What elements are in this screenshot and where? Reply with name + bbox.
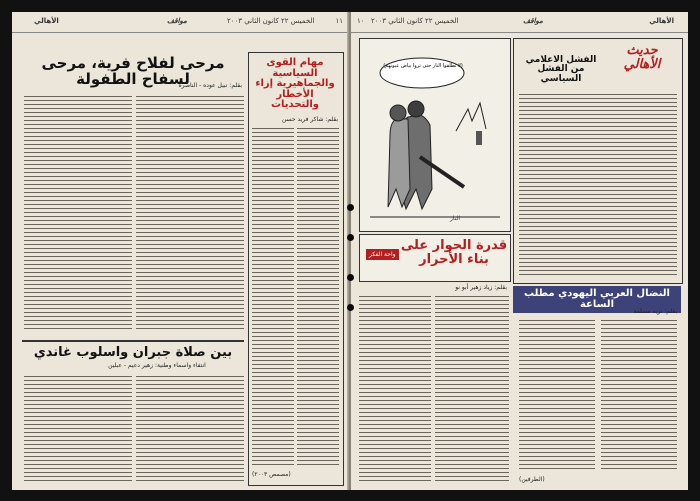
right-page-number: ١٠ — [357, 17, 365, 25]
article-main-col-2 — [136, 94, 244, 330]
column-headline: الفشل الاعلامي من الفشل السياسي — [525, 55, 597, 84]
article-bottom-col-1 — [24, 374, 132, 482]
binder-hole — [347, 304, 354, 311]
right-logo: الأهالي — [649, 17, 674, 25]
column-body — [519, 92, 677, 278]
article-dialogue-kicker: واحة الفكر — [366, 249, 399, 260]
cartoon-caption: النار — [450, 215, 461, 222]
article-dialogue-col-1 — [359, 294, 431, 484]
article-dialogue-col-2 — [435, 294, 509, 484]
article-main-col-1 — [24, 94, 132, 330]
article-bottom-headline: بين صلاة جبران واسلوب غاندي — [22, 340, 244, 360]
left-page — [12, 12, 349, 490]
article-main-byline: بقلم: نبيل عوده - الناصرة — [178, 82, 242, 89]
article-dialogue-headline-box — [359, 234, 511, 282]
article-side-footer: (مصمص ٢٠٠٣) — [252, 471, 291, 478]
article-struggle-col-2 — [601, 318, 677, 472]
article-struggle-byline: بقلم: نزيه مسلمة — [633, 308, 677, 315]
binder-hole — [347, 274, 354, 281]
article-struggle-col-1 — [519, 318, 595, 472]
binder-hole — [347, 234, 354, 241]
article-struggle-footer: (الطرفين) — [519, 476, 545, 483]
cartoon-speech: (لا تطلقوا النار حتى تروا بياض عيونهم) — [383, 63, 463, 69]
right-section-title: مواقف — [523, 17, 543, 25]
column-title: حديث الأهالي — [623, 43, 661, 72]
article-dialogue-byline: بقلم: زياد زهير أبو نو — [455, 284, 507, 291]
article-side-col-1 — [252, 126, 294, 466]
article-side-byline: بقلم: شاكر فريد حسن — [281, 116, 338, 123]
left-section-title: مواقف — [167, 17, 187, 25]
article-dialogue-headline: قدرة الحوار على بناء الأحرار — [400, 238, 508, 267]
left-date: الخميس ٢٢ كانون الثاني ٢٠٠٣ — [227, 17, 315, 25]
article-struggle-headline: النضال العربي اليهودي مطلب الساعة — [513, 286, 681, 313]
right-date: الخميس ٢٢ كانون الثاني ٢٠٠٣ — [371, 17, 459, 25]
right-page — [351, 12, 688, 490]
article-bottom-col-2 — [136, 374, 244, 482]
article-side-headline: مهام القوى السياسية والجماهيرية إزاء الأخطار والتحديات — [255, 57, 335, 110]
left-page-header — [12, 12, 349, 33]
cartoon-frame — [359, 38, 511, 232]
left-logo: الأهالي — [34, 17, 59, 25]
article-bottom-byline: انتفاء واسماء وطنية: زهير دعيم - عبلين — [108, 362, 206, 369]
binder-hole — [347, 204, 354, 211]
left-page-number: ١١ — [335, 17, 343, 25]
article-main-headline: مرحى لفلاح فرية، مرحى لسفاح الطفولة — [41, 54, 225, 88]
right-page-header — [351, 12, 688, 33]
article-side-col-2 — [297, 126, 339, 466]
